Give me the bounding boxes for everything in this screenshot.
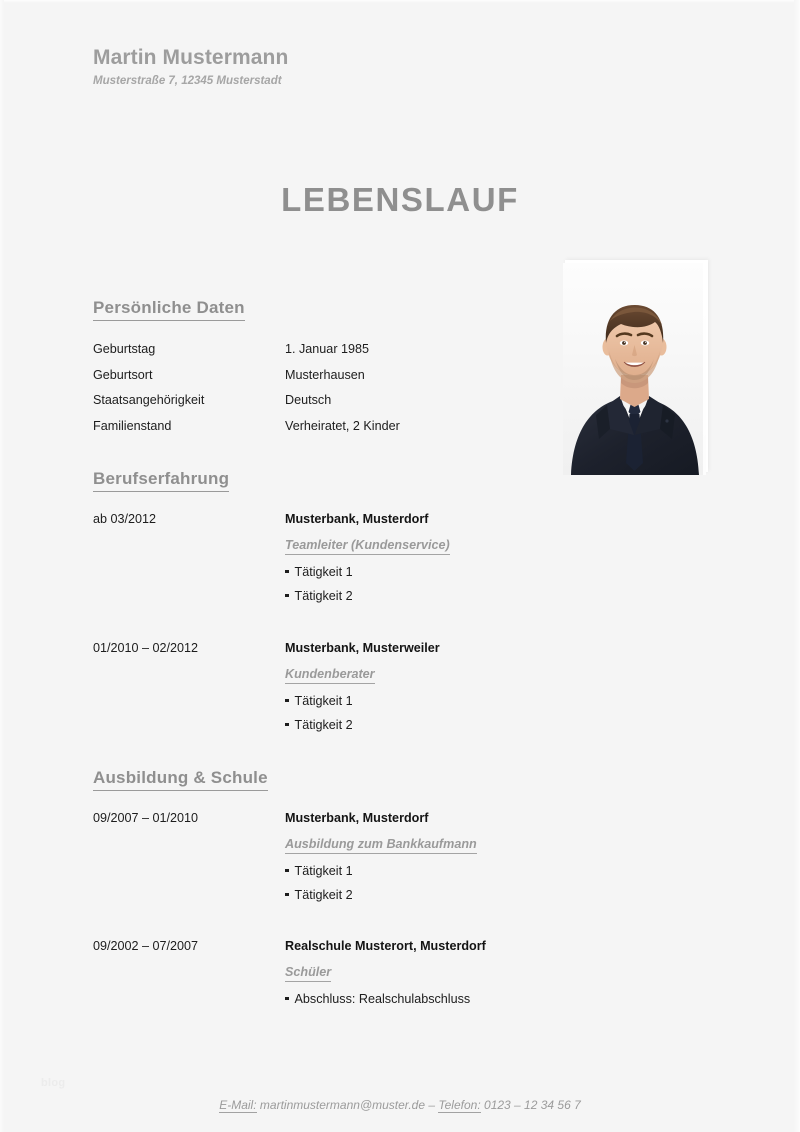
personal-data-value: 1. Januar 1985 — [285, 342, 370, 356]
page-title: LEBENSLAUF — [281, 181, 519, 218]
portrait-photo — [563, 263, 706, 475]
personal-data-label: Staatsangehörigkeit — [93, 393, 205, 407]
personal-data-value: Verheiratet, 2 Kinder — [285, 419, 400, 433]
bullet-square-icon — [285, 869, 289, 873]
personal-data-value: Deutsch — [285, 393, 332, 407]
applicant-name: Martin Mustermann — [93, 46, 289, 69]
entry-date: ab 03/2012 — [93, 512, 157, 526]
entry-bullet-list — [285, 564, 705, 604]
entry-body — [285, 511, 705, 604]
entry-bullet-text: Tätigkeit 2 — [294, 718, 353, 732]
bullet-square-icon — [285, 570, 289, 574]
contact-footer — [0, 1098, 800, 1112]
entry-bullet-text: Tätigkeit 2 — [294, 589, 353, 603]
email-label: E-Mail: — [219, 1098, 257, 1112]
applicant-address: Musterstraße 7, 12345 Musterstadt — [93, 75, 282, 87]
entry-body — [285, 938, 705, 1007]
footer-separator: – — [428, 1098, 436, 1112]
entry-bullet — [285, 887, 705, 903]
entry-role: Kundenberater — [285, 666, 375, 684]
entry-date: 09/2007 – 01/2010 — [93, 811, 199, 825]
email-value[interactable]: martinmustermann@muster.de — [259, 1098, 426, 1112]
section-title-personal-data: Persönliche Daten — [93, 298, 245, 321]
entry-role: Ausbildung zum Bankkaufmann — [285, 836, 477, 854]
phone-label: Telefon: — [438, 1098, 481, 1112]
entry-date: 09/2002 – 07/2007 — [93, 939, 199, 953]
section-title-education: Ausbildung & Schule — [93, 768, 268, 791]
entry-bullet-text: Abschluss: Realschulabschluss — [294, 992, 471, 1006]
entry-date: 01/2010 – 02/2012 — [93, 641, 199, 655]
entry-bullet-text: Tätigkeit 1 — [294, 864, 353, 878]
cv-header — [93, 45, 288, 89]
personal-data-label: Familienstand — [93, 419, 172, 433]
entry-bullet — [285, 693, 705, 709]
entry-organisation: Musterbank, Musterdorf — [285, 811, 429, 825]
bullet-square-icon — [285, 893, 289, 897]
entry-organisation: Realschule Musterort, Musterdorf — [285, 939, 486, 953]
entry-bullet-list — [285, 693, 705, 733]
entry-body — [285, 810, 705, 903]
entry-role: Teamleiter (Kundenservice) — [285, 537, 450, 555]
personal-data-value: Musterhausen — [285, 368, 365, 382]
entry-bullet-text: Tätigkeit 2 — [294, 888, 353, 902]
entry-bullet-list — [285, 863, 705, 903]
bullet-square-icon — [285, 997, 289, 1001]
entry-role: Schüler — [285, 964, 331, 982]
entry-bullet — [285, 588, 705, 604]
phone-value[interactable]: 0123 – 12 34 56 7 — [484, 1098, 581, 1112]
bullet-square-icon — [285, 699, 289, 703]
entry-bullet — [285, 564, 705, 580]
bullet-square-icon — [285, 723, 289, 727]
entry-organisation: Musterbank, Musterweiler — [285, 641, 440, 655]
entry-bullet — [285, 991, 705, 1007]
entry-bullet — [285, 717, 705, 733]
page-edge-left — [0, 0, 4, 1132]
entry-bullet — [285, 863, 705, 879]
page-edge-right — [794, 0, 800, 1132]
portrait-photo-image — [563, 263, 706, 475]
entry-organisation: Musterbank, Musterdorf — [285, 512, 429, 526]
bullet-square-icon — [285, 594, 289, 598]
personal-data-label: Geburtstag — [93, 342, 156, 356]
page-edge-top — [0, 0, 800, 3]
personal-data-label: Geburtsort — [93, 368, 153, 382]
entry-bullet-text: Tätigkeit 1 — [294, 694, 353, 708]
entry-bullet-list — [285, 991, 705, 1007]
page-watermark: blog — [41, 1077, 66, 1089]
entry-bullet-text: Tätigkeit 1 — [294, 565, 353, 579]
entry-body — [285, 640, 705, 733]
section-title-experience: Berufserfahrung — [93, 469, 229, 492]
